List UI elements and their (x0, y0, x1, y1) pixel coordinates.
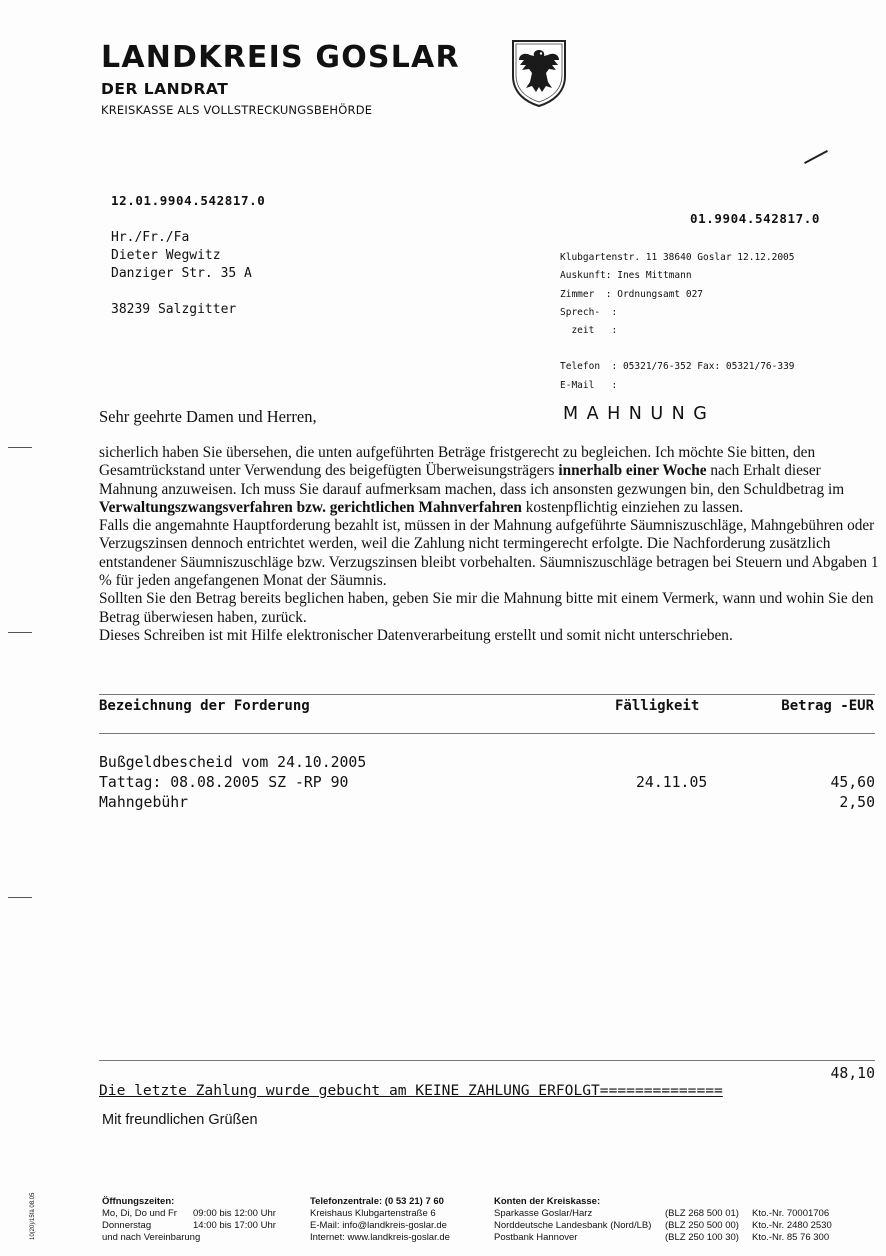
table-row (99, 793, 875, 813)
auskunft-label: Auskunft: (560, 270, 612, 282)
bank-name: Sparkasse Goslar/Harz (494, 1208, 593, 1219)
footer-contact (310, 1196, 450, 1244)
bank-title: Konten der Kreiskasse: (494, 1196, 601, 1207)
office-address: Kreishaus Klubgartenstraße 6 (310, 1208, 436, 1219)
hours-time: 14:00 bis 17:00 Uhr (193, 1220, 276, 1231)
body-text: kostenpflichtig einziehen zu lassen. (521, 498, 744, 516)
recipient-salutation-line: Hr./Fr./Fa (111, 230, 190, 245)
letter-body (99, 444, 879, 645)
last-payment-note: Die letzte Zahlung wurde gebucht am KEINE ZAHLUNG ERFOLGT============== (99, 1082, 723, 1099)
auskunft-value: Ines Mittmann (617, 270, 692, 282)
closing-greeting: Mit freundlichen Grüßen (102, 1112, 258, 1128)
total-amount: 48,10 (830, 1065, 875, 1082)
footer-opening-hours (102, 1196, 276, 1244)
recipient-name: Dieter Wegwitz (111, 248, 221, 263)
hours-days: Donnerstag (102, 1220, 152, 1231)
column-header-due: Fälligkeit (615, 698, 700, 714)
telefon-value: 05321/76-352 Fax: 05321/76-339 (622, 361, 795, 373)
opening-hours-title: Öffnungszeiten: (102, 1196, 175, 1207)
bank-name: Postbank Hannover (494, 1232, 578, 1243)
row-description: Tattag: 08.08.2005 SZ -RP 90 (99, 774, 349, 791)
sprech-label: Sprech- : (560, 306, 618, 318)
body-paragraph-1 (99, 444, 879, 517)
body-paragraph-3: Sollten Sie den Betrag bereits beglichen haben, geben Sie mir die Mahnung bitte mit einem Vermerk, wann und wohin Sie den Betrag überwiesen haben, zurück. (99, 590, 874, 626)
body-emphasis: innerhalb einer Woche (558, 462, 707, 480)
fold-mark (8, 897, 32, 898)
zimmer-label: Zimmer : (560, 288, 612, 300)
recipient-city: 38239 Salzgitter (111, 302, 237, 317)
bank-name: Norddeutsche Landesbank (Nord/LB) (494, 1220, 652, 1231)
pen-mark (804, 150, 828, 164)
recipient-street: Danziger Str. 35 A (111, 266, 252, 281)
sender-info-block (560, 249, 795, 395)
hours-days: Mo, Di, Do und Fr (102, 1208, 177, 1219)
bank-blz: (BLZ 268 500 01) (665, 1208, 739, 1219)
zeit-label: zeit : (560, 325, 618, 337)
bank-row (494, 1232, 839, 1244)
bank-row (494, 1208, 839, 1220)
reference-number-right: 01.9904.542817.0 (690, 211, 821, 226)
coat-of-arms-icon (510, 38, 568, 108)
hours-note: und nach Vereinbarung (102, 1232, 201, 1243)
bank-blz: (BLZ 250 500 00) (665, 1220, 739, 1231)
row-description: Bußgeldbescheid vom 24.10.2005 (99, 754, 367, 771)
row-amount: 2,50 (839, 794, 875, 811)
bank-account: Kto.-Nr. 2480 2530 (752, 1220, 832, 1231)
column-header-amount: Betrag -EUR (781, 698, 874, 714)
recipient-address (111, 229, 252, 319)
table-row (99, 773, 875, 793)
email-label: E-Mail : (560, 379, 618, 391)
phone-title: Telefonzentrale: (0 53 21) 7 60 (310, 1196, 444, 1207)
table-rule-bottom (99, 1060, 875, 1061)
body-paragraph-2: Falls die angemahnte Hauptforderung bezahlt ist, müssen in der Mahnung aufgeführte Säumniszuschläge, Mahngebühren oder Verzugszinsen dennoch entrichtet werden, weil die Zahlung nicht termingerecht erfolgte. Die Nachforderung zusätzlich entstandener Säumniszuschläge bzw. Verzugszinsen bleibt vorbehalten. Säumniszuschläge betragen bei Steuern und Abgaben 1 % für jeden angefangenen Monat der Säumnis. (99, 517, 879, 590)
org-name: LANDKREIS GOSLAR (101, 40, 460, 75)
bank-blz: (BLZ 250 100 30) (665, 1232, 739, 1243)
fold-mark (8, 632, 32, 633)
org-department: KREISKASSE ALS VOLLSTRECKUNGSBEHÖRDE (101, 103, 373, 117)
row-description: Mahngebühr (99, 794, 189, 811)
column-header-description: Bezeichnung der Forderung (99, 698, 310, 714)
body-emphasis: Verwaltungszwangsverfahren bzw. gerichtlichen Mahnverfahren (99, 498, 522, 516)
telefon-label: Telefon : (560, 361, 618, 373)
row-due-date: 24.11.05 (636, 774, 708, 791)
document-title: MAHNUNG (563, 404, 716, 424)
body-paragraph-4: Dieses Schreiben ist mit Hilfe elektronischer Datenverarbeitung erstellt und somit nicht unterschrieben. (99, 626, 733, 644)
form-code: 10(20)/15fä 08.05 (30, 1192, 36, 1240)
hours-time: 09:00 bis 12:00 Uhr (193, 1208, 276, 1219)
website-address: Internet: www.landkreis-goslar.de (310, 1232, 450, 1243)
claims-table (99, 753, 875, 813)
fold-mark (8, 447, 32, 448)
table-rule-top (99, 694, 875, 695)
body-text: sicherlich haben Sie übersehen, die unten aufgeführten Beträge fristgerecht zu begleichen. Ich möchte Sie bitten, den Gesamtrückstand unter Verwendung des beigefügten Überweisungsträgers (99, 444, 816, 480)
reference-number-left: 12.01.9904.542817.0 (111, 193, 266, 208)
bank-account: Kto.-Nr. 70001706 (752, 1208, 830, 1219)
row-amount: 45,60 (830, 774, 875, 791)
body-text: nach Erhalt dieser Mahnung anzuweisen. Ich muss Sie darauf aufmerksam machen, dass ich ansonsten gezwungen bin, den Schuldbetrag im (99, 462, 845, 498)
bank-row (494, 1220, 839, 1232)
footer-bank-accounts (494, 1196, 839, 1244)
email-address: E-Mail: info@landkreis-goslar.de (310, 1220, 447, 1231)
org-title: DER LANDRAT (101, 80, 229, 98)
salutation: Sehr geehrte Damen und Herren, (99, 407, 317, 426)
sender-address-date: Klubgartenstr. 11 38640 Goslar 12.12.2005 (560, 252, 795, 263)
bank-account: Kto.-Nr. 85 76 300 (752, 1232, 830, 1243)
zimmer-value: Ordnungsamt 027 (617, 288, 704, 300)
table-rule-header (99, 733, 875, 734)
table-row (99, 753, 875, 773)
